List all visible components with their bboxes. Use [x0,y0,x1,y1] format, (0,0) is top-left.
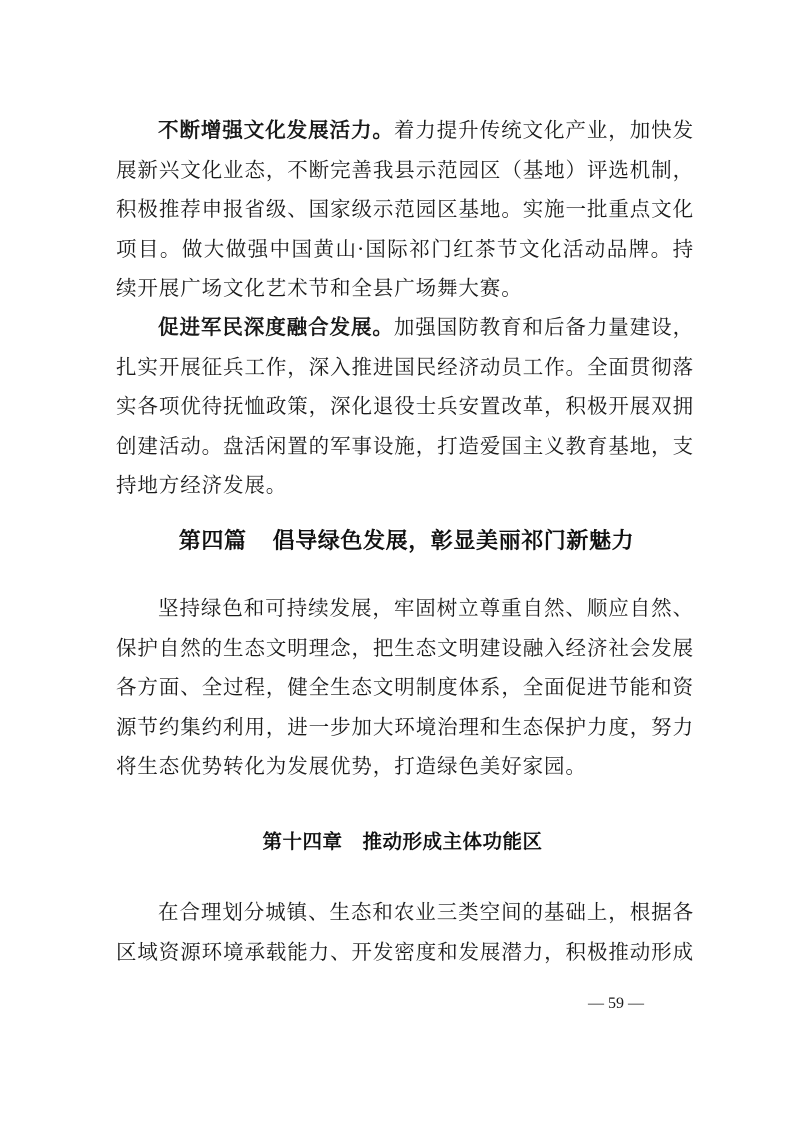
paragraph-text: 着力提升传统文化产业，加快发 [393,118,694,142]
paragraph-line: 保护自然的生态文明理念，把生态文明建设融入经济社会发展 [116,635,694,660]
part-title: 倡导绿色发展，彰显美丽祁门新魅力 [272,529,635,554]
paragraph-line: 坚持绿色和可持续发展，牢固树立尊重自然、顺应自然、 [158,596,694,620]
paragraph-line: 实各项优待抚恤政策，深化退役士兵安置改革，积极开展双拥 [116,394,694,418]
paragraph-chapter-intro [116,893,694,972]
paragraph-line: 持地方经济发展。 [116,473,288,497]
page-number: — 59 — [588,995,644,1012]
paragraph-culture [116,111,694,309]
paragraph-line: 在合理划分城镇、生态和农业三类空间的基础上，根据各 [158,900,694,924]
paragraph-line: 扎实开展征兵工作，深入推进国民经济动员工作。全面贯彻落 [116,354,694,379]
paragraph-lead-title: 不断增强文化发展活力。 [158,118,394,142]
paragraph-line: 展新兴文化业态，不断完善我县示范园区（基地）评选机制， [116,157,694,182]
paragraph-line: 各方面、全过程，健全生态文明制度体系，全面促进节能和资 [116,675,694,699]
chapter-heading [0,826,793,854]
paragraph-text: 加强国防教育和后备力量建设， [393,315,694,339]
paragraph-line [116,111,694,151]
paragraph-lead-title: 促进军民深度融合发展。 [158,315,394,339]
paragraph-military [116,308,694,506]
paragraph-line: 续开展广场文化艺术节和全县广场舞大赛。 [116,276,523,300]
paragraph-line: 源节约集约利用，进一步加大环境治理和生态保护力度，努力 [116,714,694,739]
paragraph-line: 积极推荐申报省级、国家级示范园区基地。实施一批重点文化 [116,197,694,221]
chapter-number: 第十四章 [262,830,343,853]
paragraph-line: 区域资源环境承载能力、开发密度和发展潜力，积极推动形成 [116,939,694,964]
part-number: 第四篇 [178,529,247,554]
paragraph-line [116,308,694,348]
paragraph-line: 项目。做大做强中国黄山·国际祁门红茶节文化活动品牌。持 [116,236,694,261]
paragraph-part-intro [116,589,694,787]
chapter-title: 推动形成主体功能区 [362,830,543,853]
paragraph-line: 创建活动。盘活闲置的军事设施，打造爱国主义教育基地，支 [116,433,694,458]
part-heading [0,524,793,555]
paragraph-line: 将生态优势转化为发展优势，打造绿色美好家园。 [116,754,587,778]
